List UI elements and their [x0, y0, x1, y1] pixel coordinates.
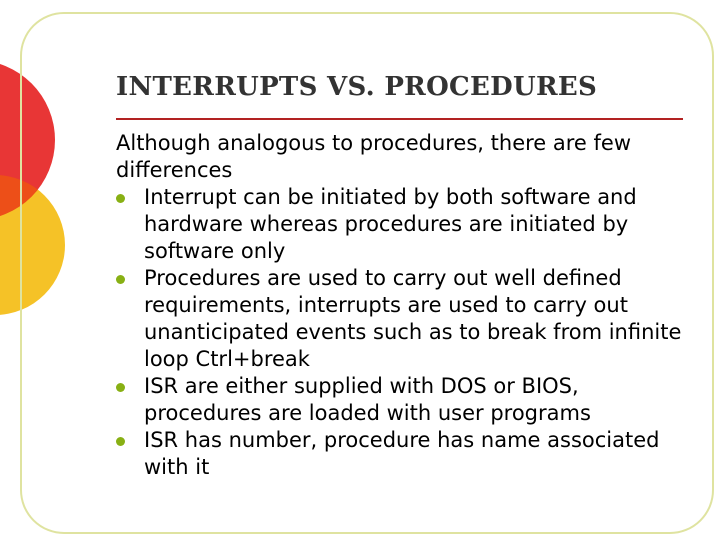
bullet-text: Interrupt can be initiated by both software and hardware whereas procedures are initiated by software only	[144, 185, 637, 263]
bullet-item	[116, 184, 696, 265]
intro-text: Although analogous to procedures, there are few differences	[116, 131, 632, 182]
bullet-item	[116, 427, 696, 481]
slide-title: INTERRUPTS VS. PROCEDURES	[116, 72, 598, 102]
slide-body	[116, 130, 696, 481]
title-underline	[116, 118, 683, 120]
bullet-text: ISR are either supplied with DOS or BIOS, procedures are loaded with user programs	[144, 374, 591, 425]
bullet-list	[116, 184, 696, 481]
bullet-item	[116, 373, 696, 427]
bullet-dot-icon	[116, 275, 125, 284]
bullet-dot-icon	[116, 437, 125, 446]
bullet-text: Procedures are used to carry out well defined requirements, interrupts are used to carry out unanticipated events such as to break from infinite loop Ctrl+break	[144, 266, 682, 371]
bullet-dot-icon	[116, 383, 125, 392]
bullet-text: ISR has number, procedure has name associated with it	[144, 428, 660, 479]
bullet-dot-icon	[116, 194, 125, 203]
bullet-item	[116, 265, 696, 373]
